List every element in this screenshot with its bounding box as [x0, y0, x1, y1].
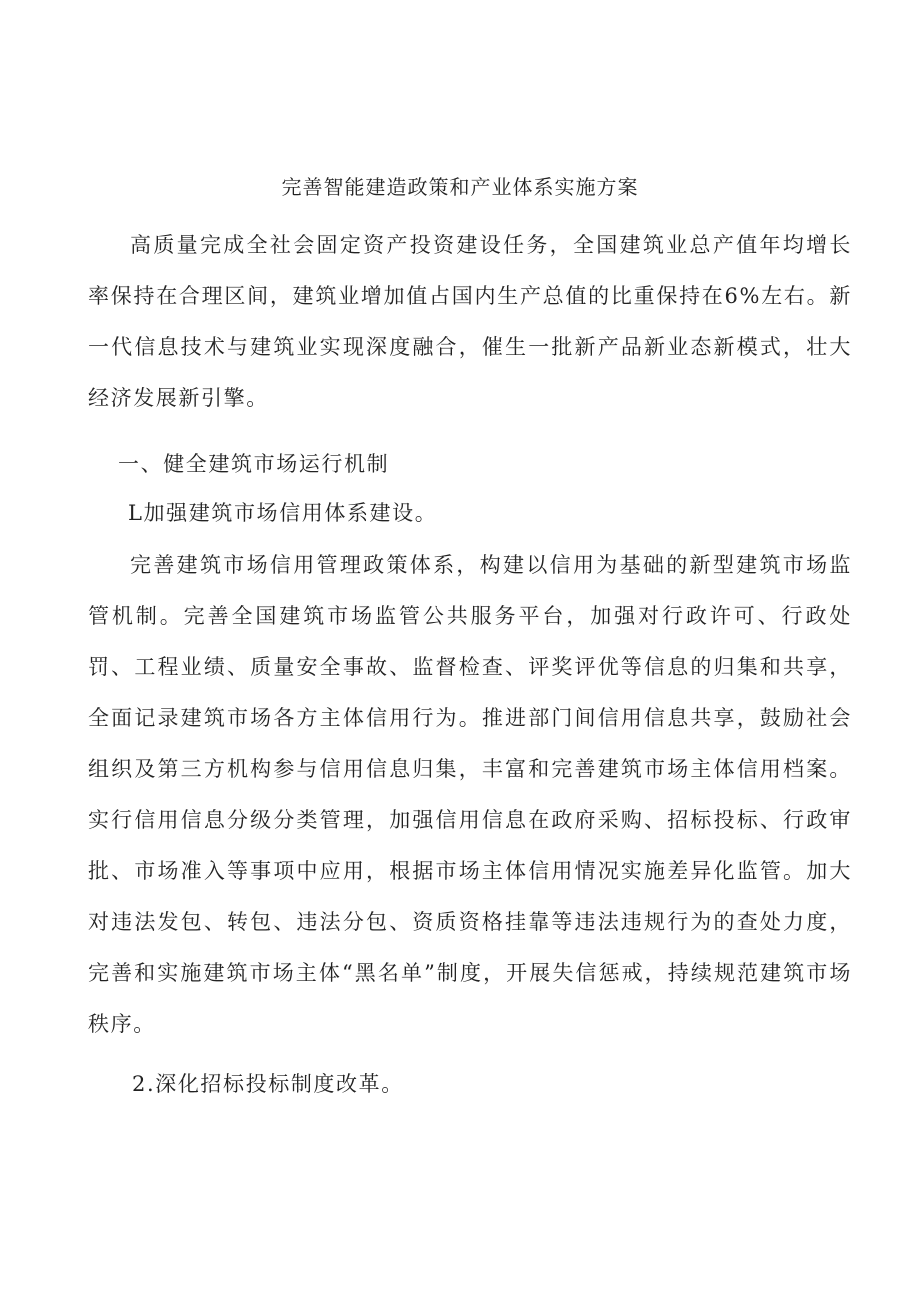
document-title: 完善智能建造政策和产业体系实施方案	[281, 175, 639, 199]
section-heading: 一、健全建筑市场运行机制	[118, 452, 390, 476]
subsection-heading: L加强建筑市场信用体系建设。	[128, 501, 438, 525]
body-paragraph: 完善建筑市场信用管理政策体系，构建以信用为基础的新型建筑市场监管机制。完善全国建筑市场监管公共服务平台，加强对行政许可、行政处罚、工程业绩、质量安全事故、监督检查、评奖评优等信息的归集和共享，全面记录建筑市场各方主体信用行为。推进部门间信用信息共享，鼓励社会组织及第三方机构参与信用信息归集，丰富和完善建筑市场主体信用档案。实行信用信息分级分类管理，加强信用信息在政府采购、招标投标、行政审批、市场准入等事项中应用，根据市场主体信用情况实施差异化监管。加大对违法发包、转包、违法分包、资质资格挂靠等违法违规行为的查处力度，完善和实施建筑市场主体“黑名单”制度，开展失信惩戒，持续规范建筑市场秩序。	[88, 553, 852, 1036]
subsection-heading: 2.深化招标投标制度改革。	[132, 1072, 404, 1096]
intro-paragraph: 高质量完成全社会固定资产投资建设任务，全国建筑业总产值年均增长率保持在合理区间，建筑业增加值占国内生产总值的比重保持在6%左右。新一代信息技术与建筑业实现深度融合，催生一批新产品新业态新模式，壮大经济发展新引擎。	[88, 233, 852, 410]
